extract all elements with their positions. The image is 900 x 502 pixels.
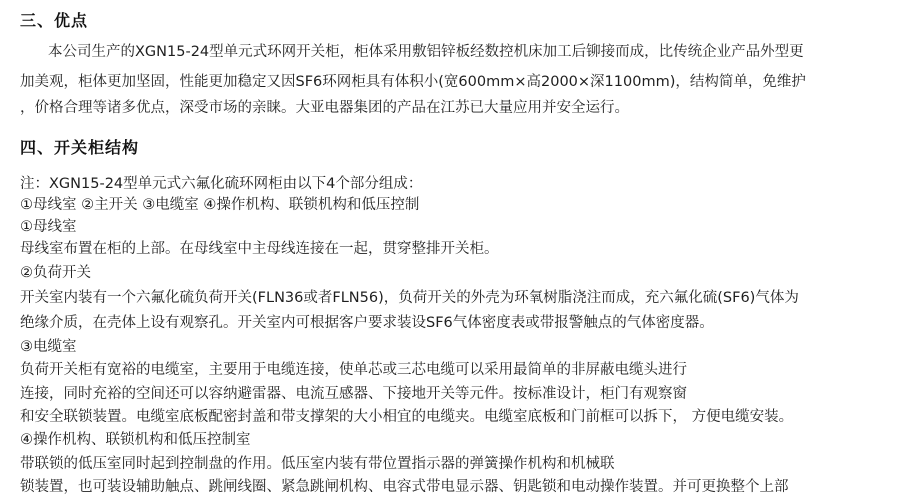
paragraph-line: 本公司生产的XGN15-24型单元式环网开关柜，柜体采用敷铝锌板经数控机床加工后铆接而成，比传统企业产品外型更 [48,44,804,60]
paragraph-line: 带联锁的低压室同时起到控制盘的作用。低压室内装有带位置指示器的弹簧操作机构和机械联 [20,456,615,472]
paragraph-line: 绝缘介质，在壳体上设有观察孔。开关室内可根据客户要求装设SF6气体密度表或带报警触点的气体密度器。 [20,315,714,331]
paragraph-line: 加美观，柜体更加坚固，性能更加稳定又因SF6环网柜具有体积小(宽600mm×高2000×深1100mm)，结构简单，免维护 [20,74,806,90]
paragraph-line: 负荷开关柜有宽裕的电缆室，主要用于电缆连接，使单芯或三芯电缆可以采用最简单的非屏蔽电缆头进行 [20,362,687,378]
subsection-title-cable-room: ③电缆室 [20,339,77,355]
section-heading-structure: 四、开关柜结构 [20,138,140,157]
paragraph-line: 开关室内装有一个六氟化硫负荷开关(FLN36或者FLN56)，负荷开关的外壳为环氧树脂浇注而成，充六氟化硫(SF6)气体为 [20,290,799,306]
note-line: 注：XGN15-24型单元式六氟化硫环网柜由以下4个部分组成： [20,176,423,192]
subsection-title-busbar: ①母线室 [20,219,77,235]
section-heading-advantages: 三、优点 [20,11,89,30]
paragraph-line: 和安全联锁装置。电缆室底板配密封盖和带支撑架的大小相宜的电缆夹。电缆室底板和门前框可以拆下， 方便电缆安装。 [20,409,794,425]
component-list-line: ①母线室 ②主开关 ③电缆室 ④操作机构、联锁机构和低压控制 [20,197,420,213]
subsection-title-operating-mechanism: ④操作机构、联锁机构和低压控制室 [20,432,251,448]
paragraph-line: ，价格合理等诸多优点，深受市场的亲睐。大亚电器集团的产品在江苏已大量应用并安全运行。 [20,100,629,116]
paragraph-line: 连接，同时充裕的空间还可以容纳避雷器、电流互感器、下接地开关等元件。按标准设计，柜门有观察窗 [20,386,687,402]
paragraph-line: 锁装置，也可装设辅助触点、跳闸线圈、紧急跳闸机构、电容式带电显示器、钥匙锁和电动操作装置。并可更换整个上部 [20,479,789,495]
paragraph-line: 母线室布置在柜的上部。在母线室中主母线连接在一起，贯穿整排开关柜。 [20,241,499,257]
subsection-title-load-switch: ②负荷开关 [20,265,91,281]
